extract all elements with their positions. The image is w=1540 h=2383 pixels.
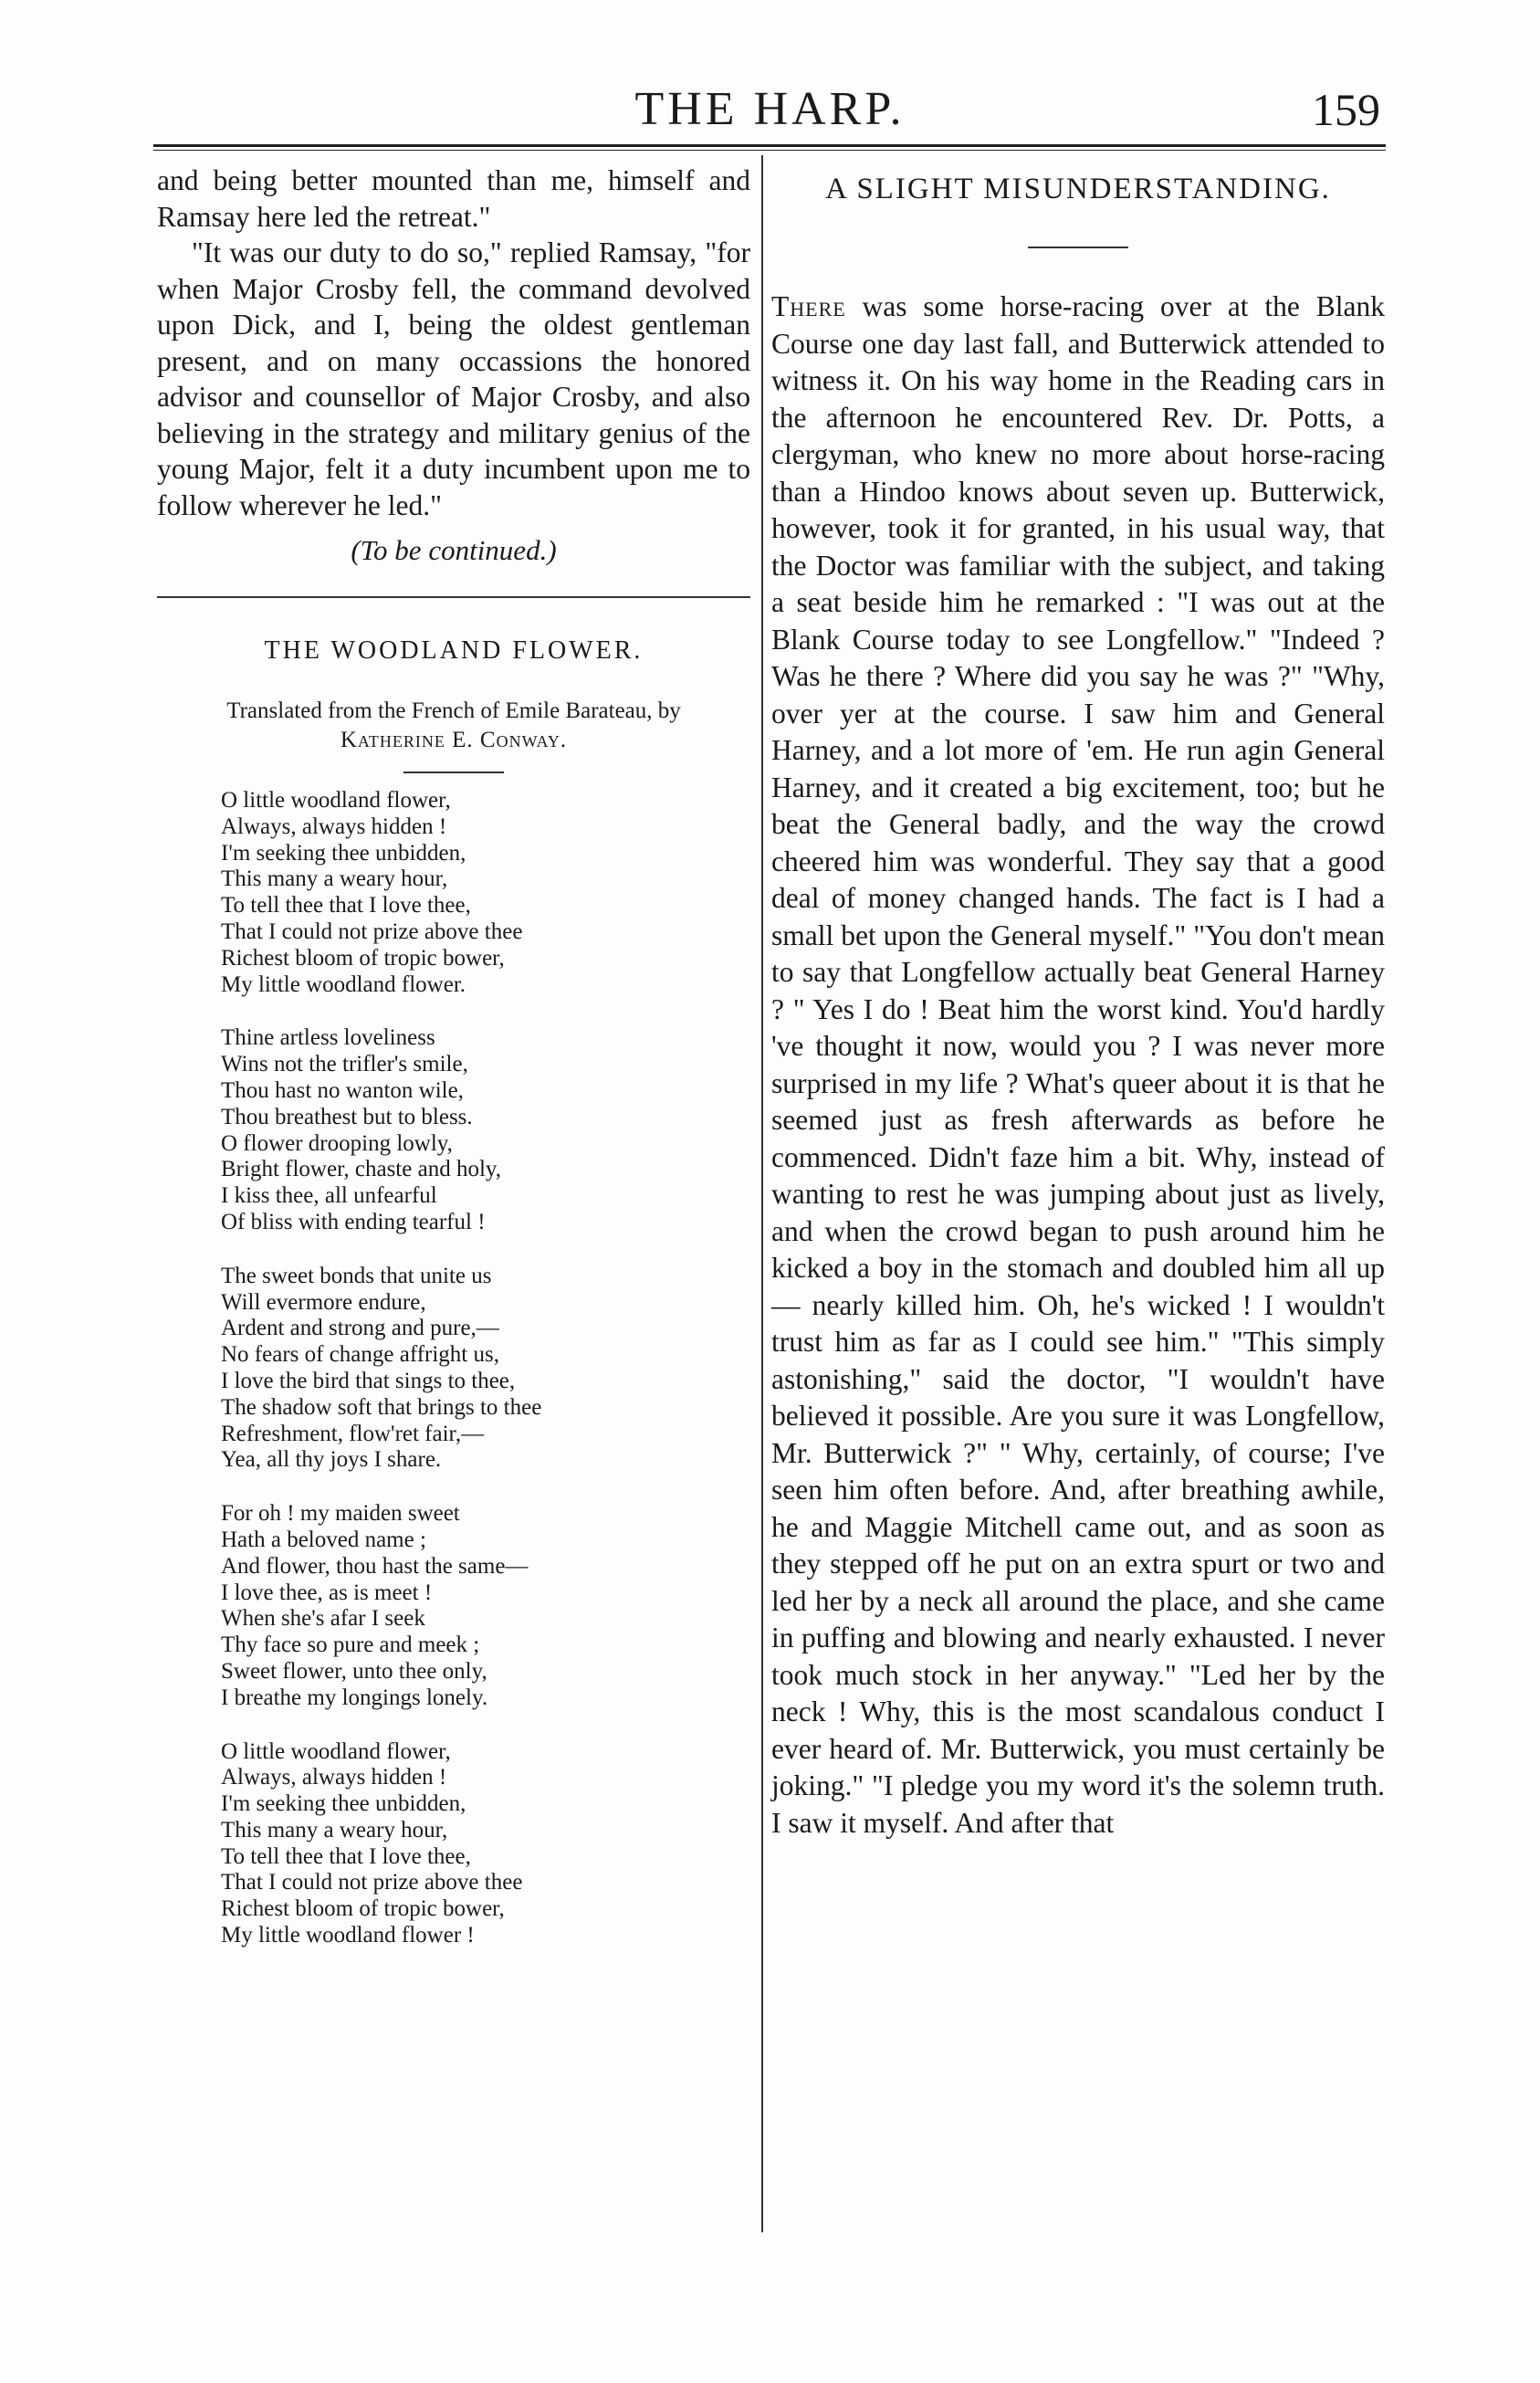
poem-line: To tell thee that I love thee, (221, 893, 471, 919)
poem-line: That I could not prize above thee (221, 919, 523, 944)
poem-line: To tell thee that I love thee, (221, 1843, 471, 1869)
poem-line: No fears of change affright us, (221, 1342, 499, 1368)
poem-line: Bright flower, chaste and holy, (221, 1157, 502, 1182)
poem-line: Always, always hidden ! (221, 1765, 447, 1790)
poem-stanza (221, 1501, 750, 1711)
poem-line: And flower, thou hast the same— (221, 1553, 529, 1579)
poem-line: Richest bloom of tropic bower, (221, 945, 505, 971)
poem-line: I kiss thee, all unfearful (221, 1183, 437, 1209)
poem-line: I breathe my longings lonely. (221, 1685, 488, 1710)
poem-stanza (221, 788, 750, 998)
poem-line: Ardent and strong and pure,— (221, 1316, 499, 1341)
poem-stanza (221, 1739, 750, 1949)
left-column (157, 163, 750, 1977)
column-divider (761, 155, 763, 2232)
article-text: was some horse-racing over at the Blank Course one day last fall, and Butterwick attended to witness it. On his way home in the Reading cars in the afternoon he encountered Rev. Dr. Potts, a clergyman, who knew no more about horse-racing than a Hindoo knows about seven up. Butterwick, however, took it for granted, in his usual way, that the Doctor was familiar with the subject, and taking a seat beside him he remarked : "I was out at the Blank Course today to see Longfellow." "Indeed ? Was he there ? Where did you say he was ?" "Why, over yer at the course. I saw him and General Harney, and a lot more of 'em. He run agin General Harney, and it created a big excitement, too; but he beat the General badly, and the way the crowd cheered him was wonderful. They say that a good deal of money changed hands. The fact is I had a small bet upon the General myself." "You don't mean to say that Longfellow actually beat General Harney ? " Yes I do ! Beat him the worst kind. You'd hardly 've thought it now, would you ? I was never more surprised in my life ? What's queer about it is that he seemed just as fresh afterwards as before he commenced. Didn't faze him a bit. Why, instead of wanting to rest he was jumping about just as lively, and when the crowd began to push around him he kicked a boy in the stomach and doubled him all up— nearly killed him. Oh, he's wicked ! I wouldn't trust him as far as I could see him." "This simply astonishing," said the doctor, "I wouldn't have believed it possible. Are you sure it was Longfellow, Mr. Butterwick ?" " Why, certainly, of course; I've seen him often before. And, after breathing awhile, he and Maggie Mitchell came out, and as soon as they stepped off he put on an extra spurt or two and led her by a neck all around the place, and she came in puffing and blowing and nearly exhausted. I never took much stock in her anyway." "Led her by the neck ! Why, this is the most scandalous conduct I ever heard of. Mr. Butterwick, you must certainly be joking." "I pledge you my word it's the solemn truth. I saw it myself. And after that (771, 290, 1385, 1839)
article-rule (1028, 247, 1128, 248)
poem-line: Will evermore endure, (221, 1289, 426, 1315)
poem-line: I'm seeking thee unbidden, (221, 840, 466, 866)
poem-credit (175, 697, 732, 755)
article-body (771, 289, 1385, 1842)
poem-line: This many a weary hour, (221, 1817, 448, 1842)
article-lead-word: There (771, 290, 846, 322)
poem-line: My little woodland flower ! (221, 1923, 475, 1948)
poem-line: I love thee, as is meet ! (221, 1580, 433, 1605)
poem-line: Thou breathest but to bless. (221, 1104, 473, 1129)
poem-line: I love the bird that sings to thee, (221, 1368, 516, 1393)
right-column (771, 163, 1385, 1842)
poem-line: Sweet flower, unto thee only, (221, 1658, 487, 1684)
poem-line: Of bliss with ending tearful ! (221, 1209, 486, 1234)
poem-stanza (221, 1025, 750, 1235)
poem-line: The sweet bonds that unite us (221, 1263, 492, 1288)
poem-line: Thy face so pure and meek ; (221, 1632, 480, 1658)
to-be-continued: (To be continued.) (351, 534, 557, 566)
poem-line: O little woodland flower, (221, 788, 451, 813)
poem-title: THE WOODLAND FLOWER. (264, 636, 644, 665)
poem-body (221, 788, 750, 1949)
poem-line: Thine artless loveliness (221, 1025, 435, 1051)
header-rule (153, 144, 1386, 151)
publication-title: THE HARP. (634, 83, 906, 135)
poem-line: Yea, all thy joys I share. (221, 1447, 442, 1473)
poem-line: My little woodland flower. (221, 971, 466, 997)
story-ending (157, 163, 750, 523)
poem-line: This many a weary hour, (221, 866, 448, 892)
article-title: A SLIGHT MISUNDERSTANDING. (825, 173, 1331, 205)
poem-line: Wins not the trifler's smile, (221, 1052, 468, 1077)
poem-stanza (221, 1264, 750, 1474)
poem-line: O little woodland flower, (221, 1738, 451, 1764)
poem-line: Hath a beloved name ; (221, 1527, 426, 1552)
page-number: 159 (1312, 84, 1380, 135)
section-rule (157, 596, 750, 598)
poem-line: I'm seeking thee unbidden, (221, 1791, 466, 1817)
poem-line: O flower drooping lowly, (221, 1130, 453, 1156)
credit-text: Translated from the French of Emile Barateau, by (226, 698, 681, 723)
poem-line: Richest bloom of tropic bower, (221, 1896, 505, 1922)
poem-line: For oh ! my maiden sweet (221, 1501, 460, 1527)
poem-line: When she's afar I seek (221, 1606, 425, 1632)
poem-rule (403, 772, 504, 773)
story-paragraph-1: and being better mounted than me, himself and Ramsay here led the retreat." (157, 164, 750, 233)
poem-line: That I could not prize above thee (221, 1870, 523, 1895)
poem-line: Always, always hidden ! (221, 814, 447, 839)
credit-author: Katherine E. Conway. (340, 728, 568, 752)
poem-line: Thou hast no wanton wile, (221, 1077, 464, 1103)
running-head (0, 78, 1540, 142)
poem-line: The shadow soft that brings to thee (221, 1394, 542, 1420)
poem-line: Refreshment, flow'ret fair,— (221, 1421, 485, 1446)
story-paragraph-2: "It was our duty to do so," replied Ramsay, "for when Major Crosby fell, the command devolved upon Dick, and I, being the oldest gentleman present, and on many occassions the honored advisor and counsellor of Major Crosby, and also believing in the strategy and military genius of the young Major, felt it a duty incumbent upon me to follow wherever he led." (157, 236, 750, 521)
